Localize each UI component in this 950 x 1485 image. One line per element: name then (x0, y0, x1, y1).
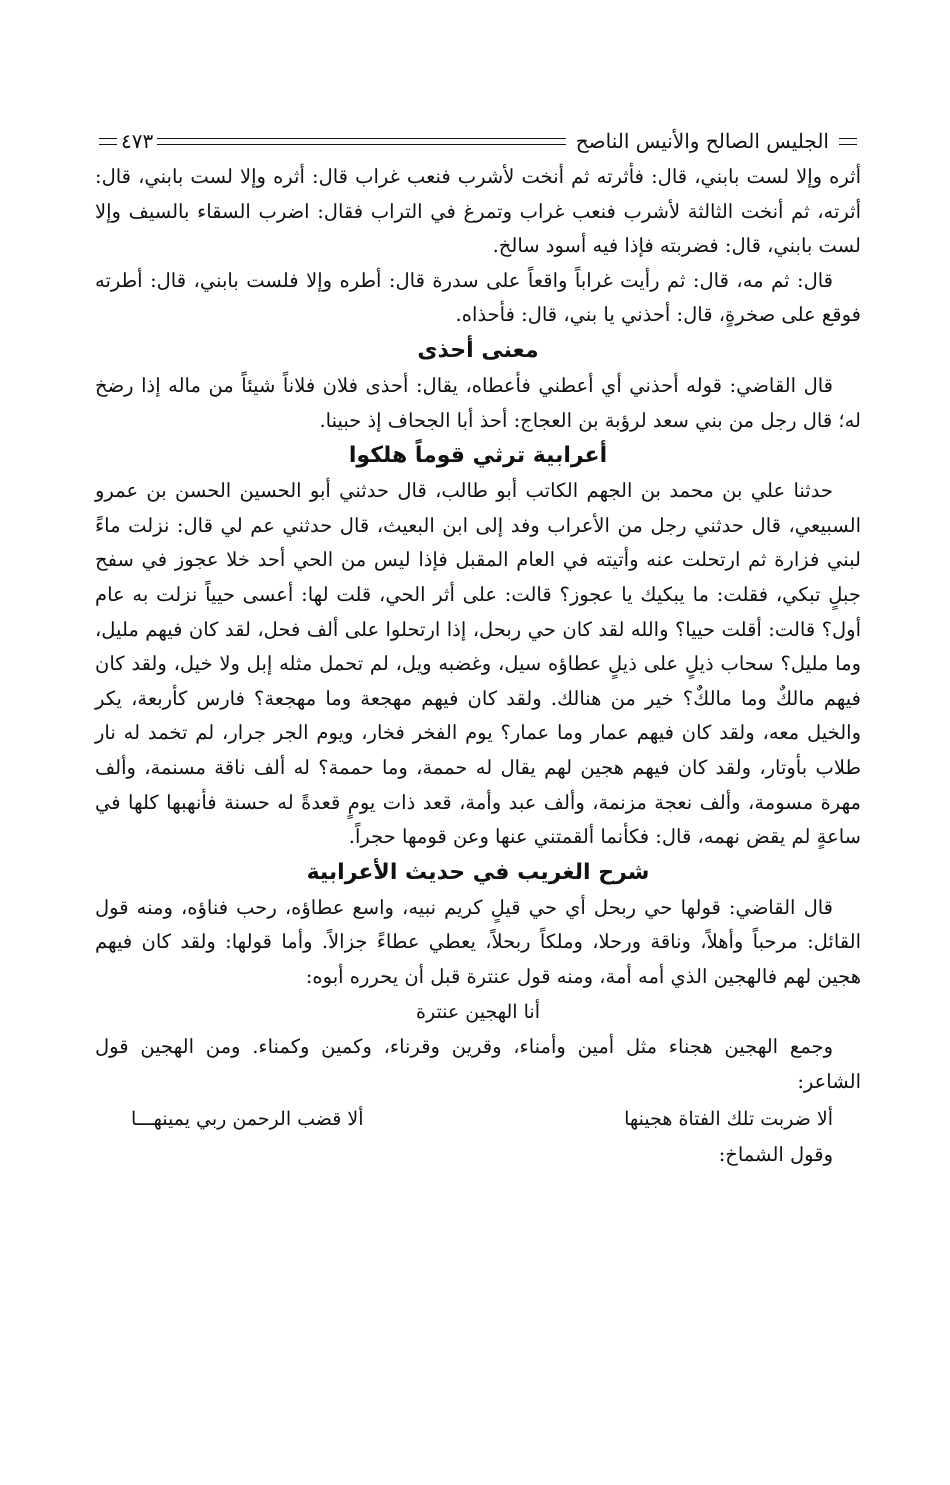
header-rule-left (99, 138, 117, 145)
section-heading-2: أعرابية ترثي قوماً هلكوا (348, 443, 608, 469)
quoted-line: أنا الهجين عنترة (416, 1001, 540, 1024)
verse-second-hemistich: ألا قضب الرحمن ربي يمينهـــا (131, 1107, 364, 1130)
header-title: الجليس الصالح والأنيس الناصح (575, 129, 829, 153)
page-number: ٤٧٣ (121, 129, 154, 153)
paragraph-5: قال القاضي: قولها حي ربحل أي حي قيلٍ كريم نبيه، واسع عطاؤه، رحب فناؤه، ومنه قول القائل: مرحباً وأهلاً، وناقة ورحلا، وملكاً ربحلاً، يعطي عطاءً جزالاً. وأما قولها: ولقد كان فيهم هجين لهم فالهجين الذي أمه أمة، ومنه قول عنترة قبل أن يحرره أبوه: (95, 895, 861, 988)
section-heading-1: معنى أحذى (417, 337, 539, 363)
poem-verse (95, 1100, 861, 1138)
paragraph-7: وقول الشماخ: (718, 1142, 833, 1166)
paragraph-6: وجمع الهجين هجناء مثل أمين وأمناء، وقرين وقرناء، وكمين وكمناء. ومن الهجين قول الشاعر: (95, 1035, 861, 1094)
paragraph-1: أثره وإلا لست بابني، قال: فأثرته ثم أنخت لأشرب فنعب غراب قال: أثره وإلا لست بابني، قال: أثرته، ثم أنخت الثالثة لأشرب فنعب غراب وتمرغ في التراب فقال: اضرب السقاء بالسيف وإلا لست بابني، قال: فضربته فإذا فيه أسود سالخ. (95, 165, 861, 258)
paragraph-2: قال: ثم مه، قال: ثم رأيت غراباً واقعاً على سدرة قال: أطره وإلا فلست بابني، قال: أطرته فوقع على صخرةٍ، قال: أحذني يا بني، قال: فأحذاه. (95, 268, 861, 327)
header-rule (157, 138, 565, 145)
running-header (95, 126, 861, 156)
section-heading-3: شرح الغريب في حديث الأعرابية (306, 859, 650, 885)
header-rule-right (839, 138, 857, 145)
verse-first-hemistich: ألا ضربت تلك الفتاة هجينها (624, 1107, 833, 1130)
book-page (95, 126, 861, 1172)
paragraph-4: حدثنا علي بن محمد بن الجهم الكاتب أبو طالب، قال حدثني أبو الحسين الحسن بن عمرو السبيعي، قال حدثني رجل من الأعراب وفد إلى ابن البعيث، قال حدثني عم لي قال: نزلت ماءً لبني فزارة ثم ارتحلت عنه وأتيته في العام المقبل فإذا ليس من الحي أحد خلا عجوز في سفح جبلٍ تبكي، فقلت: ما يبكيك يا عجوز؟ قالت: على أثر الحي، قلت لها: أعسى حيياً نزلت به عام أول؟ قالت: أقلت حييا؟ والله لقد كان حي ربحل، إذا ارتحلوا على ألف فحل، لقد كان فيهم مليل، وما مليل؟ سحاب ذيلٍ على ذيلٍ عطاؤه سيل، وغضبه ويل، لم تحمل مثله إبل ولا خيل، ولقد كان فيهم مالكٌ وما مالكٌ؟ خير من هنالك. ولقد كان فيهم مهجعة وما مهجعة؟ فارس كأربعة، يكر والخيل معه، ولقد كان فيهم عمار وما عمار؟ يوم الفخر فخار، ويوم الجر جرار، لم تخمد له نار طلاب بأوتار، ولقد كان فيهم هجين لهم يقال له حممة، وما حممة؟ له ألف ناقة مسنمة، وألف مهرة مسومة، وألف نعجة مزنمة، وألف عبد وأمة، قعد ذات يومٍ قعدةً له حسنة فأنهبها كلها في ساعةٍ لم يقض نهمه، قال: فكأنما ألقمتني عنها وعن قومها حجراً. (95, 479, 861, 849)
paragraph-3: قال القاضي: قوله أحذني أي أعطني فأعطاه، يقال: أحذى فلان فلاناً شيئاً من ماله إذا رضخ له؛ قال رجل من بني سعد لرؤبة بن العجاج: أحذ أبا الجحاف إذ حبينا. (95, 373, 861, 432)
